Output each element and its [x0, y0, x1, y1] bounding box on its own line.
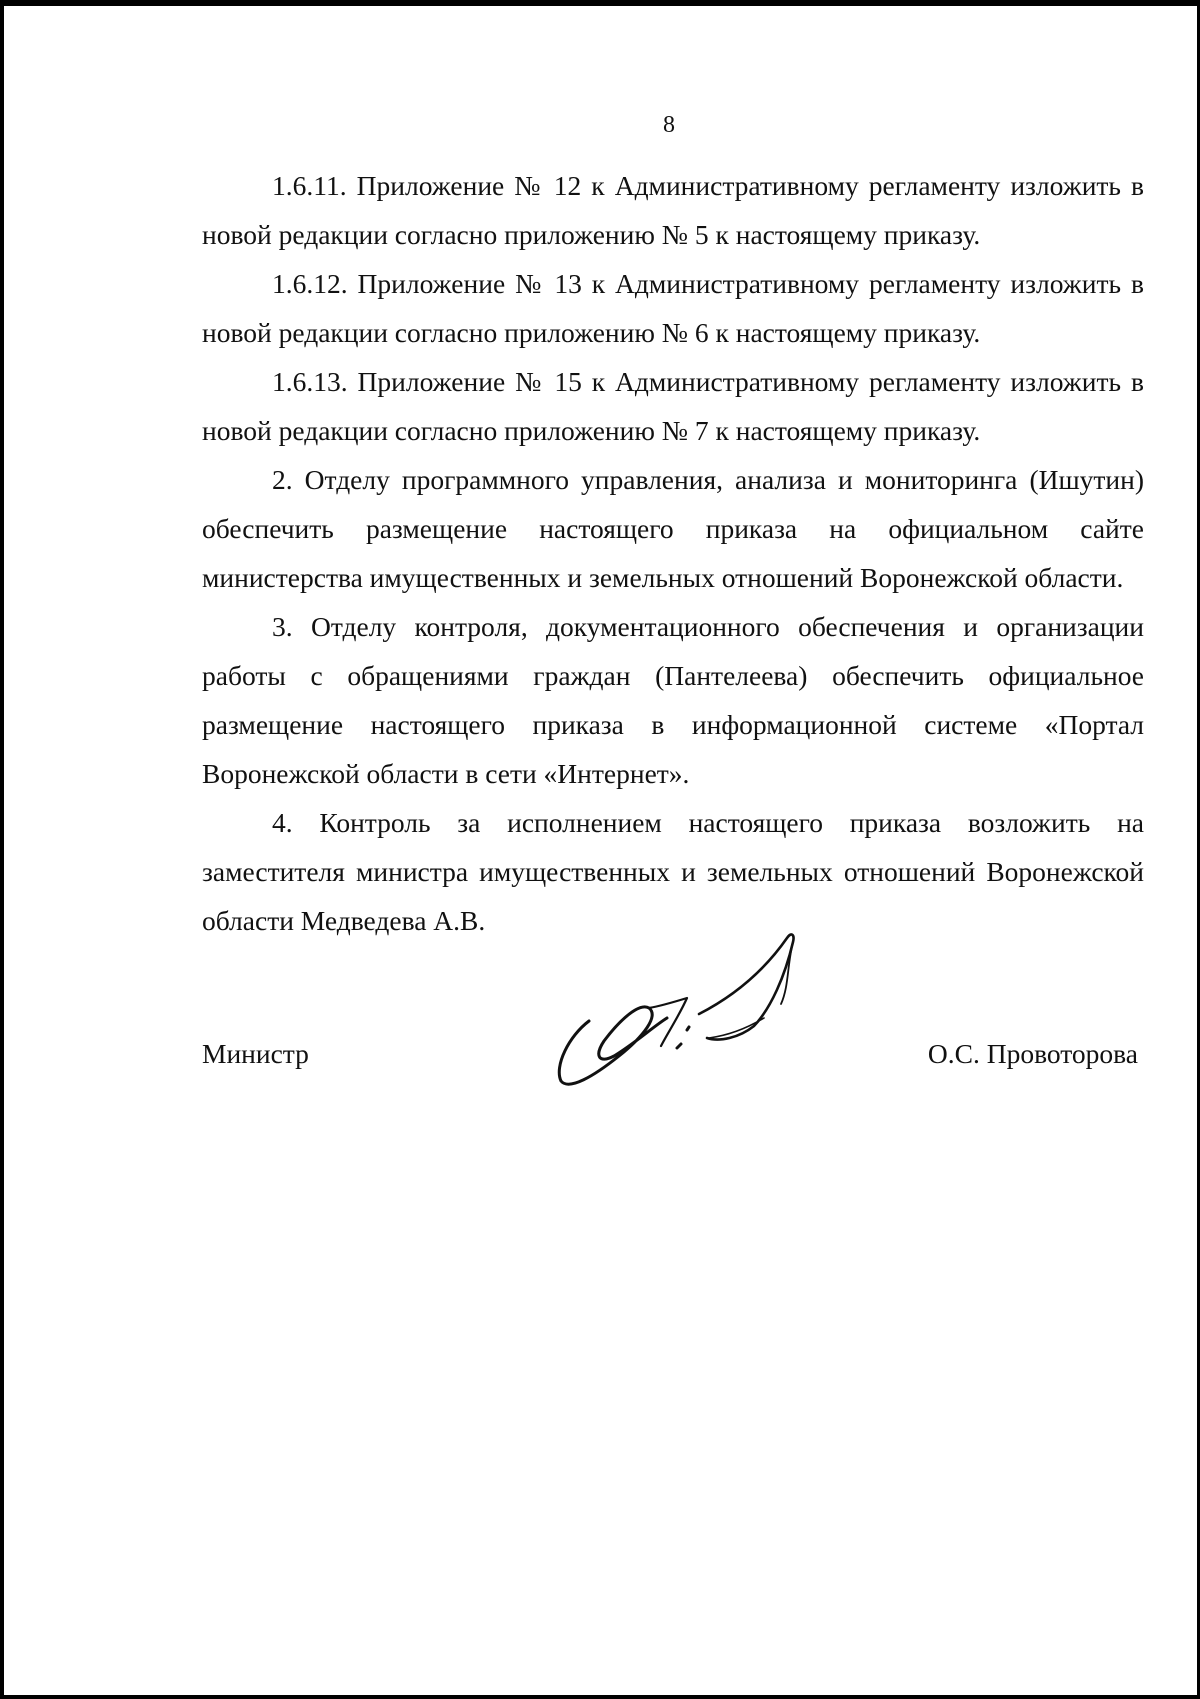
paragraph-1-6-13: 1.6.13. Приложение № 15 к Административному регламенту изложить в новой редакции согласно приложению № 7 к настоящему приказу.	[202, 366, 1144, 446]
document-body	[202, 161, 1144, 945]
page-number: 8	[663, 112, 675, 138]
handwritten-signature	[549, 926, 829, 1096]
paragraph-4: 4. Контроль за исполнением настоящего приказа возложить на заместителя министра имущественных и земельных отношений Воронежской области Медведева А.В.	[202, 807, 1144, 936]
signer-position: Министр	[202, 1038, 309, 1069]
paragraph-3: 3. Отделу контроля, документационного обеспечения и организации работы с обращениями граждан (Пантелеева) обеспечить официальное размещение настоящего приказа в информационной системе «Портал Воронежской области в сети «Интернет».	[202, 611, 1144, 789]
paragraph-2: 2. Отделу программного управления, анализа и мониторинга (Ишутин) обеспечить размещение настоящего приказа на официальном сайте министерства имущественных и земельных отношений Воронежской области.	[202, 464, 1144, 593]
signer-name: О.С. Провоторова	[927, 1038, 1138, 1069]
paragraph-1-6-12: 1.6.12. Приложение № 13 к Административному регламенту изложить в новой редакции согласно приложению № 6 к настоящему приказу.	[202, 268, 1144, 348]
paragraph-1-6-11: 1.6.11. Приложение № 12 к Административному регламенту изложить в новой редакции согласно приложению № 5 к настоящему приказу.	[202, 170, 1144, 250]
